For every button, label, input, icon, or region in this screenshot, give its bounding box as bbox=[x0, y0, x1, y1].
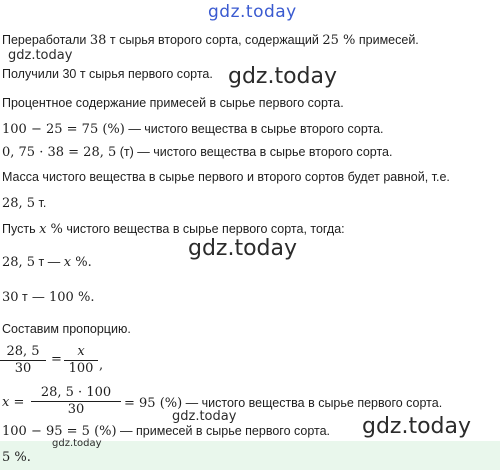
watermark-6: gdz.today bbox=[52, 438, 102, 449]
fraction-left: $\frac{28, 5}{30}$ bbox=[0, 344, 46, 377]
line-4: 100 − 25 = 75 (%) — чистого вещества в сырье второго сорта. bbox=[2, 122, 384, 137]
line-1: Переработали 38 т сырья второго сорта, содержащий 25 % примесей. bbox=[2, 33, 419, 48]
line-7: 28, 5 т. bbox=[2, 196, 47, 211]
answer-line: 5 %. bbox=[2, 450, 31, 465]
line-5: 0, 75 · 38 = 28, 5 (т) — чистого вещества в сырье второго сорта. bbox=[2, 145, 393, 160]
watermark-4: gdz.today bbox=[172, 409, 237, 424]
equation-lhs: x = bbox=[2, 395, 25, 410]
line-6: Масса чистого вещества в сырье первого и второго сортов будет равной, т.е. bbox=[2, 170, 450, 184]
line-2: Получили 30 т сырья первого сорта. bbox=[2, 67, 213, 81]
line-3: Процентное содержание примесей в сырье первого сорта. bbox=[2, 96, 344, 110]
watermark-2: gdz.today bbox=[228, 64, 338, 89]
fraction-right: $\frac{x}{100}$ bbox=[64, 344, 98, 377]
watermark-1: gdz.today bbox=[8, 48, 73, 63]
equation-fraction: $\frac{28, 5 \cdot 100}{30}$ bbox=[31, 385, 121, 418]
proportion-equals: = bbox=[51, 352, 62, 367]
line-9: 28, 5 т — x %. bbox=[2, 255, 92, 270]
watermark-3: gdz.today bbox=[188, 236, 298, 261]
watermark-5: gdz.today bbox=[362, 414, 472, 439]
line-12: 100 − 95 = 5 (%) — примесей в сырье первого сорта. bbox=[2, 424, 331, 439]
equation-result: = 95 (%) — чистого вещества в сырье первого сорта. bbox=[124, 396, 443, 411]
line-11: Составим пропорцию. bbox=[2, 322, 131, 336]
line-8: Пусть x % чистого вещества в сырье первого сорта, тогда: bbox=[2, 222, 345, 237]
proportion-comma: , bbox=[99, 358, 104, 373]
line-10: 30 т — 100 %. bbox=[2, 290, 95, 305]
watermark-top: gdz.today bbox=[208, 2, 297, 22]
